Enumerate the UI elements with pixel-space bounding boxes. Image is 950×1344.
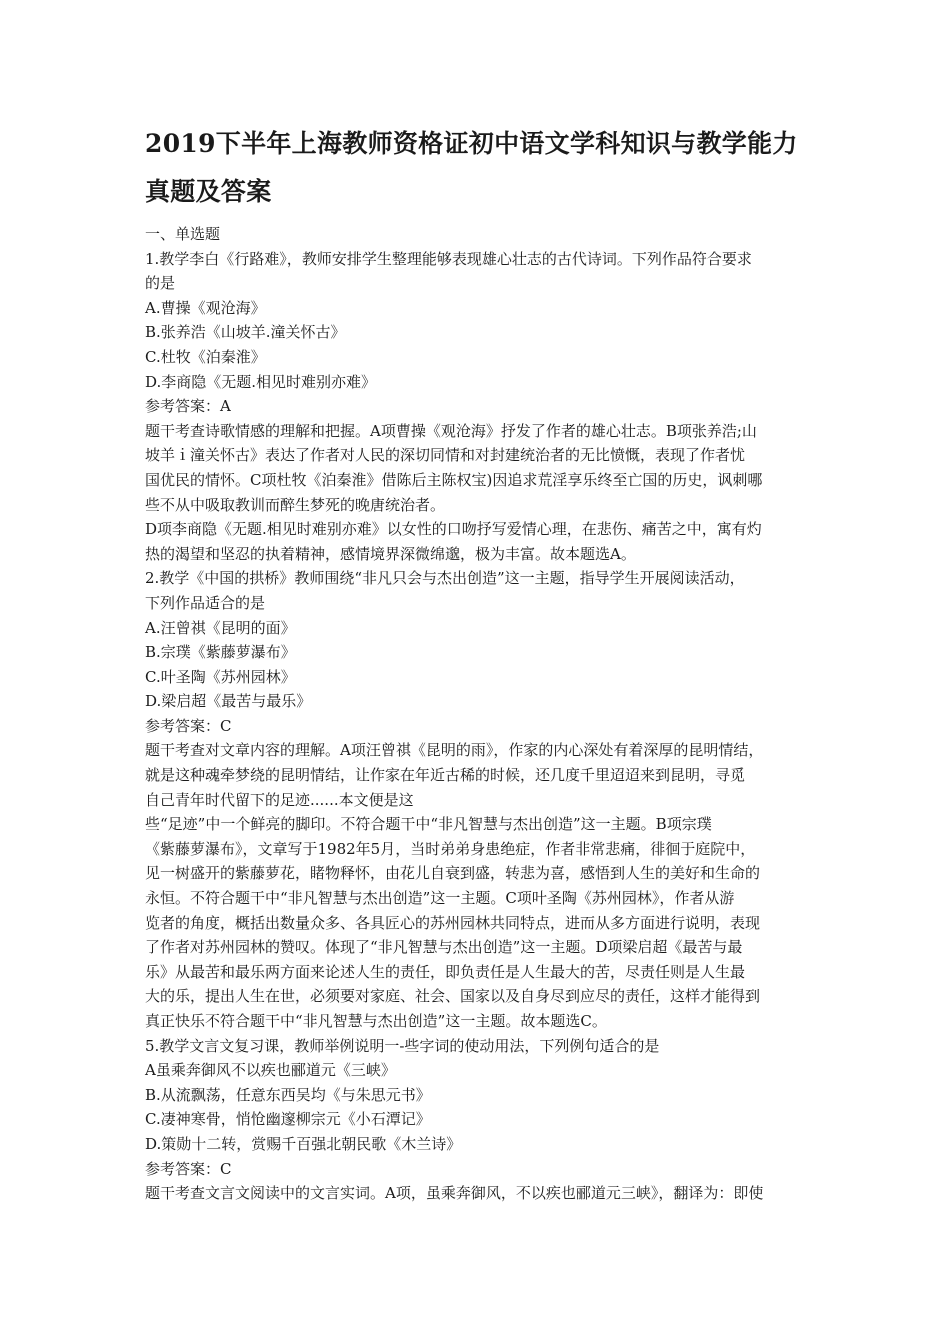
text-line: 2.教学《中国的拱桥》教师围绕“非凡只会与杰出创造”这一主题，指导学生开展阅读活动， [145, 569, 745, 588]
text-line: 参考答案：C [145, 716, 232, 735]
text-line: A.汪曾祺《昆明的面》 [145, 618, 296, 637]
text-line: 永恒。不符合题干中“非凡智慧与杰出创造”这一主题。C项叶圣陶《苏州园林》，作者从游 [145, 889, 735, 908]
text-line: 见一树盛开的紫藤萝花，睹物释怀，由花儿自衰到盛，转悲为喜，感悟到人生的美好和生命的 [145, 864, 761, 883]
text-line: A.曹操《观沧海》 [145, 298, 266, 317]
text-line: 热的渴望和坚忍的执着精神，感情境界深微绵邈，极为丰富。故本题选A。 [145, 544, 636, 563]
text-line: 下列作品适合的是 [145, 593, 266, 612]
text-line: C.凄神寒骨，悄怆幽邃柳宗元《小石潭记》 [145, 1110, 431, 1129]
text-line: 了作者对苏州园林的赞叹。体现了“非凡智慧与杰出创造”这一主题。D项梁启超《最苦与最 [145, 938, 743, 957]
text-line: D项李商隐《无题.相见时难别亦难》以女性的口吻抒写爱情心理，在悲伤、痛苦之中，寓有灼 [145, 520, 762, 539]
text-line: 参考答案：A [145, 397, 231, 416]
text-line: 题干考查文言文阅读中的文言实词。A项，虽乘奔御风，不以疾也郦道元三峡》，翻译为：即使 [145, 1184, 764, 1203]
text-line: 《紫藤萝瀑布》，文章写于1982年5月，当时弟弟身患绝症，作者非常悲痛，徘徊于庭院中， [145, 839, 756, 858]
title-line-2: 真题及答案 [145, 177, 272, 206]
document-body [145, 222, 817, 1206]
text-line: C.杜牧《泊秦淮》 [145, 347, 266, 366]
text-line: 国优民的情怀。C项杜牧《泊秦淮》借陈后主陈权宝)因追求荒淫享乐终至亡国的历史，讽刺哪 [145, 470, 763, 489]
text-line: 大的乐，提出人生在世，必须要对家庭、社会、国家以及自身尽到应尽的责任，这样才能得到 [145, 987, 761, 1006]
text-line: 些不从中吸取教训而醉生梦死的晚唐统治者。 [145, 495, 446, 514]
text-line: C.叶圣陶《苏州园林》 [145, 667, 296, 686]
text-line: 自己青年时代留下的足迹......本文便是这 [145, 790, 414, 809]
text-line: B.张养浩《山坡羊.潼关怀古》 [145, 323, 346, 342]
text-line: 题干考查诗歌情感的理解和把握。A项曹操《观沧海》抒发了作者的雄心壮志。B项张养浩;山 [145, 421, 757, 440]
document-title [145, 120, 817, 216]
text-line: 1.教学李白《行路难》，教师安排学生整理能够表现雄心壮志的古代诗词。下列作品符合要求 [145, 249, 752, 268]
text-line: A虽乘奔御风不以疾也郦道元《三峡》 [145, 1061, 396, 1080]
text-line: D.梁启超《最苦与最乐》 [145, 692, 312, 711]
text-line: 真正快乐不符合题干中“非凡智慧与杰出创造”这一主题。故本题选C。 [145, 1012, 607, 1030]
text-line: 一、单选题 [145, 225, 221, 243]
text-line: 乐》从最苦和最乐两方面来论述人生的责任，即负责任是人生最大的苦，尽责任则是人生最 [145, 962, 746, 981]
text-line: D.策勋十二转，赏赐千百强北朝民歌《木兰诗》 [145, 1134, 462, 1153]
text-line: 的是 [145, 274, 176, 293]
text-line: 参考答案：C [145, 1159, 232, 1178]
text-line: 5.教学文言文复习课，教师举例说明一-些字词的使动用法，下列例句适合的是 [145, 1036, 660, 1055]
text-line: 题干考查对文章内容的理解。A项汪曾祺《昆明的雨》，作家的内心深处有着深厚的昆明情结， [145, 741, 764, 760]
text-line: B.宗璞《紫藤萝瀑布》 [145, 643, 296, 662]
text-line: 就是这种魂牵梦绕的昆明情结，让作家在年近古稀的时候，还几度千里迢迢来到昆明，寻觅 [145, 766, 746, 785]
text-line: 坡羊ｉ潼关怀古》表达了作者对人民的深切同情和对封建统治者的无比愤慨，表现了作者忧 [145, 446, 746, 465]
text-line: B.从流飘荡，任意东西吴均《与朱思元书》 [145, 1085, 431, 1104]
text-line: 些“足迹”中一个鲜亮的脚印。不符合题干中“非凡智慧与杰出创造”这一主题。B项宗璞 [145, 815, 712, 834]
title-line-1: 2019下半年上海教师资格证初中语文学科知识与教学能力 [145, 129, 798, 158]
text-line: 览者的角度，概括出数量众多、各具匠心的苏州园林共同特点，进而从多方面进行说明，表现 [145, 913, 761, 932]
document-page [145, 120, 817, 1206]
text-line: D.李商隐《无题.相见时难别亦难》 [145, 372, 377, 391]
